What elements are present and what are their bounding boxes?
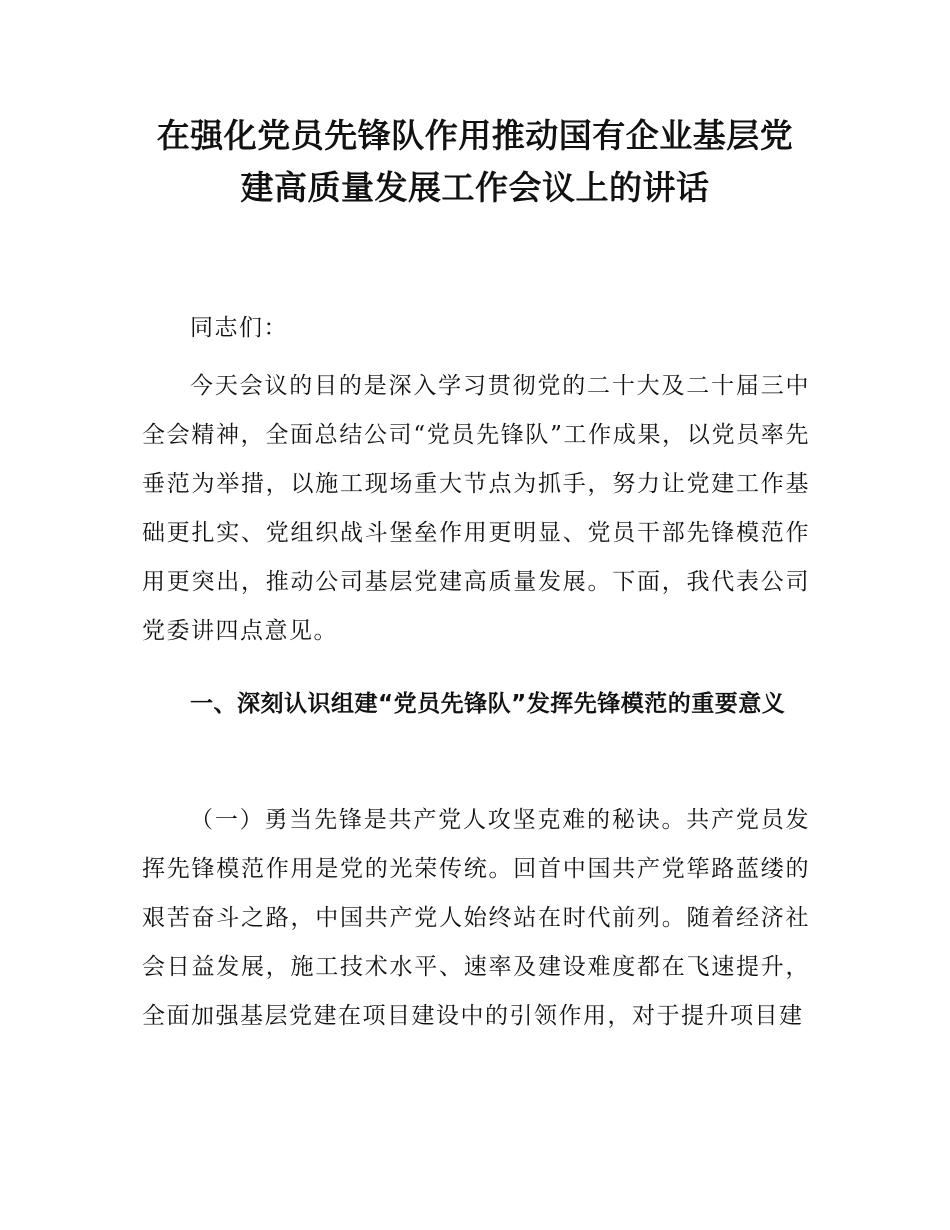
title-line-2: 建高质量发展工作会议上的讲话 xyxy=(240,168,710,207)
document-title xyxy=(140,110,810,214)
greeting: 同志们： xyxy=(190,315,288,341)
title-line-1: 在强化党员先锋队作用推动国有企业基层党 xyxy=(156,116,794,155)
paragraph-2: （一）勇当先锋是共产党人攻坚克难的秘诀。共产党员发挥先锋模范作用是党的光荣传统。回首中国共产党筚路蓝缕的艰苦奋斗之路，中国共产党人始终站在时代前列。随着经济社会日益发展，施工技术水平、速率及建设难度都在飞速提升，全面加强基层党建在项目建设中的引领作用，对于提升项目建 xyxy=(142,807,810,1029)
paragraph-1: 今天会议的目的是深入学习贯彻党的二十大及二十届三中全会精神，全面总结公司“党员先锋队”工作成果，以党员率先垂范为举措，以施工现场重大节点为抓手，努力让党建工作基础更扎实、党组织战斗堡垒作用更明显、党员干部先锋模范作用更突出，推动公司基层党建高质量发展。下面，我代表公司党委讲四点意见。 xyxy=(142,373,810,644)
section-heading-1: 一、深刻认识组建“党员先锋队”发挥先锋模范的重要意义 xyxy=(190,691,786,717)
